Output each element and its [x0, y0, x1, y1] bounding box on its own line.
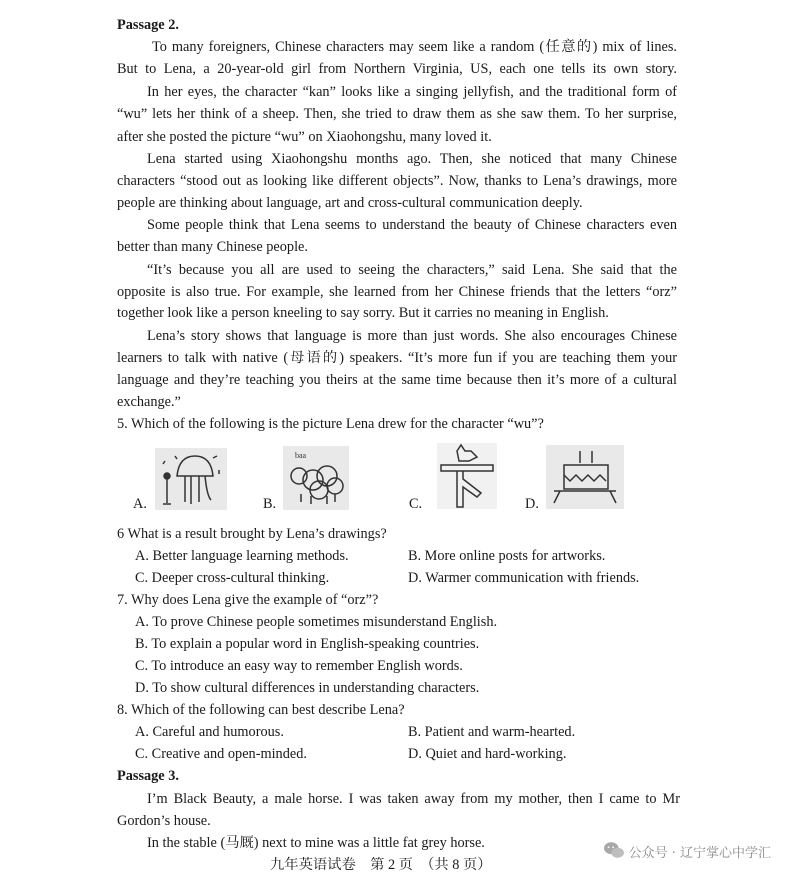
- passage-line: Lena’s story shows that language is more than just words. She also encourages Chinese: [147, 328, 677, 344]
- passage-line: To many foreigners, Chinese characters may seem like a random (任意的) mix of lines.: [152, 39, 677, 55]
- question-7-stem: 7. Why does Lena give the example of “orz”?: [117, 592, 379, 608]
- passage-line: Some people think that Lena seems to understand the beauty of Chinese characters even: [147, 217, 677, 233]
- passage-line: But to Lena, a 20-year-old girl from Northern Virginia, US, each one tells its own story.: [117, 61, 677, 77]
- q8-option-d: D. Quiet and hard-working.: [408, 746, 567, 762]
- passage-line: people are thinking about language, art and cross-cultural communication deeply.: [117, 195, 583, 211]
- jellyfish-picture: [155, 448, 227, 510]
- q6-option-d: D. Warmer communication with friends.: [408, 570, 640, 586]
- sheep-picture: [283, 446, 349, 510]
- q6-option-c: C. Deeper cross-cultural thinking.: [135, 570, 330, 586]
- option-c-label: C.: [409, 496, 423, 512]
- option-d-label: D.: [525, 496, 539, 512]
- person-picture: [437, 443, 497, 509]
- sheep-caption: baa: [295, 451, 307, 460]
- passage-line: language and they’re teaching you theirs at the same time because then it’s more of a cultural: [117, 372, 677, 388]
- passage-line: Gordon’s house.: [117, 813, 211, 829]
- passage-line: “wu” lets her think of a sheep. Then, she tried to draw them as she saw them. To her surprise,: [117, 106, 677, 122]
- passage-line: characters “stood out as looking like different objects”. Now, thanks to Lena’s drawings, more: [117, 173, 677, 189]
- q7-option-b: B. To explain a popular word in English-speaking countries.: [135, 636, 480, 652]
- passage-line: together look like a person kneeling to say sorry. But it carries no meaning in English.: [117, 305, 609, 321]
- q8-option-b: B. Patient and warm-hearted.: [408, 724, 576, 740]
- watermark-text: 公众号 · 辽宁掌心中学汇: [628, 846, 771, 861]
- q7-option-a: A. To prove Chinese people sometimes misunderstand English.: [135, 614, 498, 630]
- watermark: [603, 842, 771, 866]
- q7-option-c: C. To introduce an easy way to remember English words.: [135, 658, 463, 674]
- q6-option-b: B. More online posts for artworks.: [408, 548, 606, 564]
- passage-line: Lena started using Xiaohongshu months ago. Then, she noticed that many Chinese: [147, 151, 677, 167]
- wechat-icon: [603, 840, 625, 869]
- q8-option-c: C. Creative and open-minded.: [135, 746, 307, 762]
- passage-line: In her eyes, the character “kan” looks like a singing jellyfish, and the traditional form of: [147, 84, 677, 100]
- cake-picture: [546, 445, 624, 509]
- passage-2-title: Passage 2.: [117, 17, 179, 33]
- option-b-label: B.: [263, 496, 277, 512]
- page-footer: 九年英语试卷 第 2 页 （共 8 页）: [270, 857, 492, 873]
- question-5-stem: 5. Which of the following is the picture Lena drew for the character “wu”?: [117, 416, 544, 432]
- passage-line: opposite is also true. For example, she learned from her Chinese friends that the letters “orz”: [117, 284, 677, 300]
- passage-line: after she posted the picture “wu” on Xiaohongshu, many loved it.: [117, 129, 492, 145]
- passage-3-title: Passage 3.: [117, 768, 179, 784]
- passage-line: “It’s because you all are used to seeing the characters,” said Lena. She said that the: [147, 262, 677, 278]
- passage-line: exchange.”: [117, 394, 181, 410]
- q6-option-a: A. Better language learning methods.: [135, 548, 349, 564]
- option-a-label: A.: [133, 496, 147, 512]
- passage-line: In the stable (马厩) next to mine was a little fat grey horse.: [147, 835, 485, 851]
- question-6-stem: 6 What is a result brought by Lena’s drawings?: [117, 526, 387, 542]
- passage-line: I’m Black Beauty, a male horse. I was taken away from my mother, then I came to Mr: [147, 791, 680, 807]
- passage-line: better than many Chinese people.: [117, 239, 308, 255]
- passage-line: learners to talk with native (母语的) speakers. “It’s more fun if you are teaching them your: [117, 350, 677, 366]
- question-8-stem: 8. Which of the following can best describe Lena?: [117, 702, 405, 718]
- q7-option-d: D. To show cultural differences in understanding characters.: [135, 680, 480, 696]
- q8-option-a: A. Careful and humorous.: [135, 724, 284, 740]
